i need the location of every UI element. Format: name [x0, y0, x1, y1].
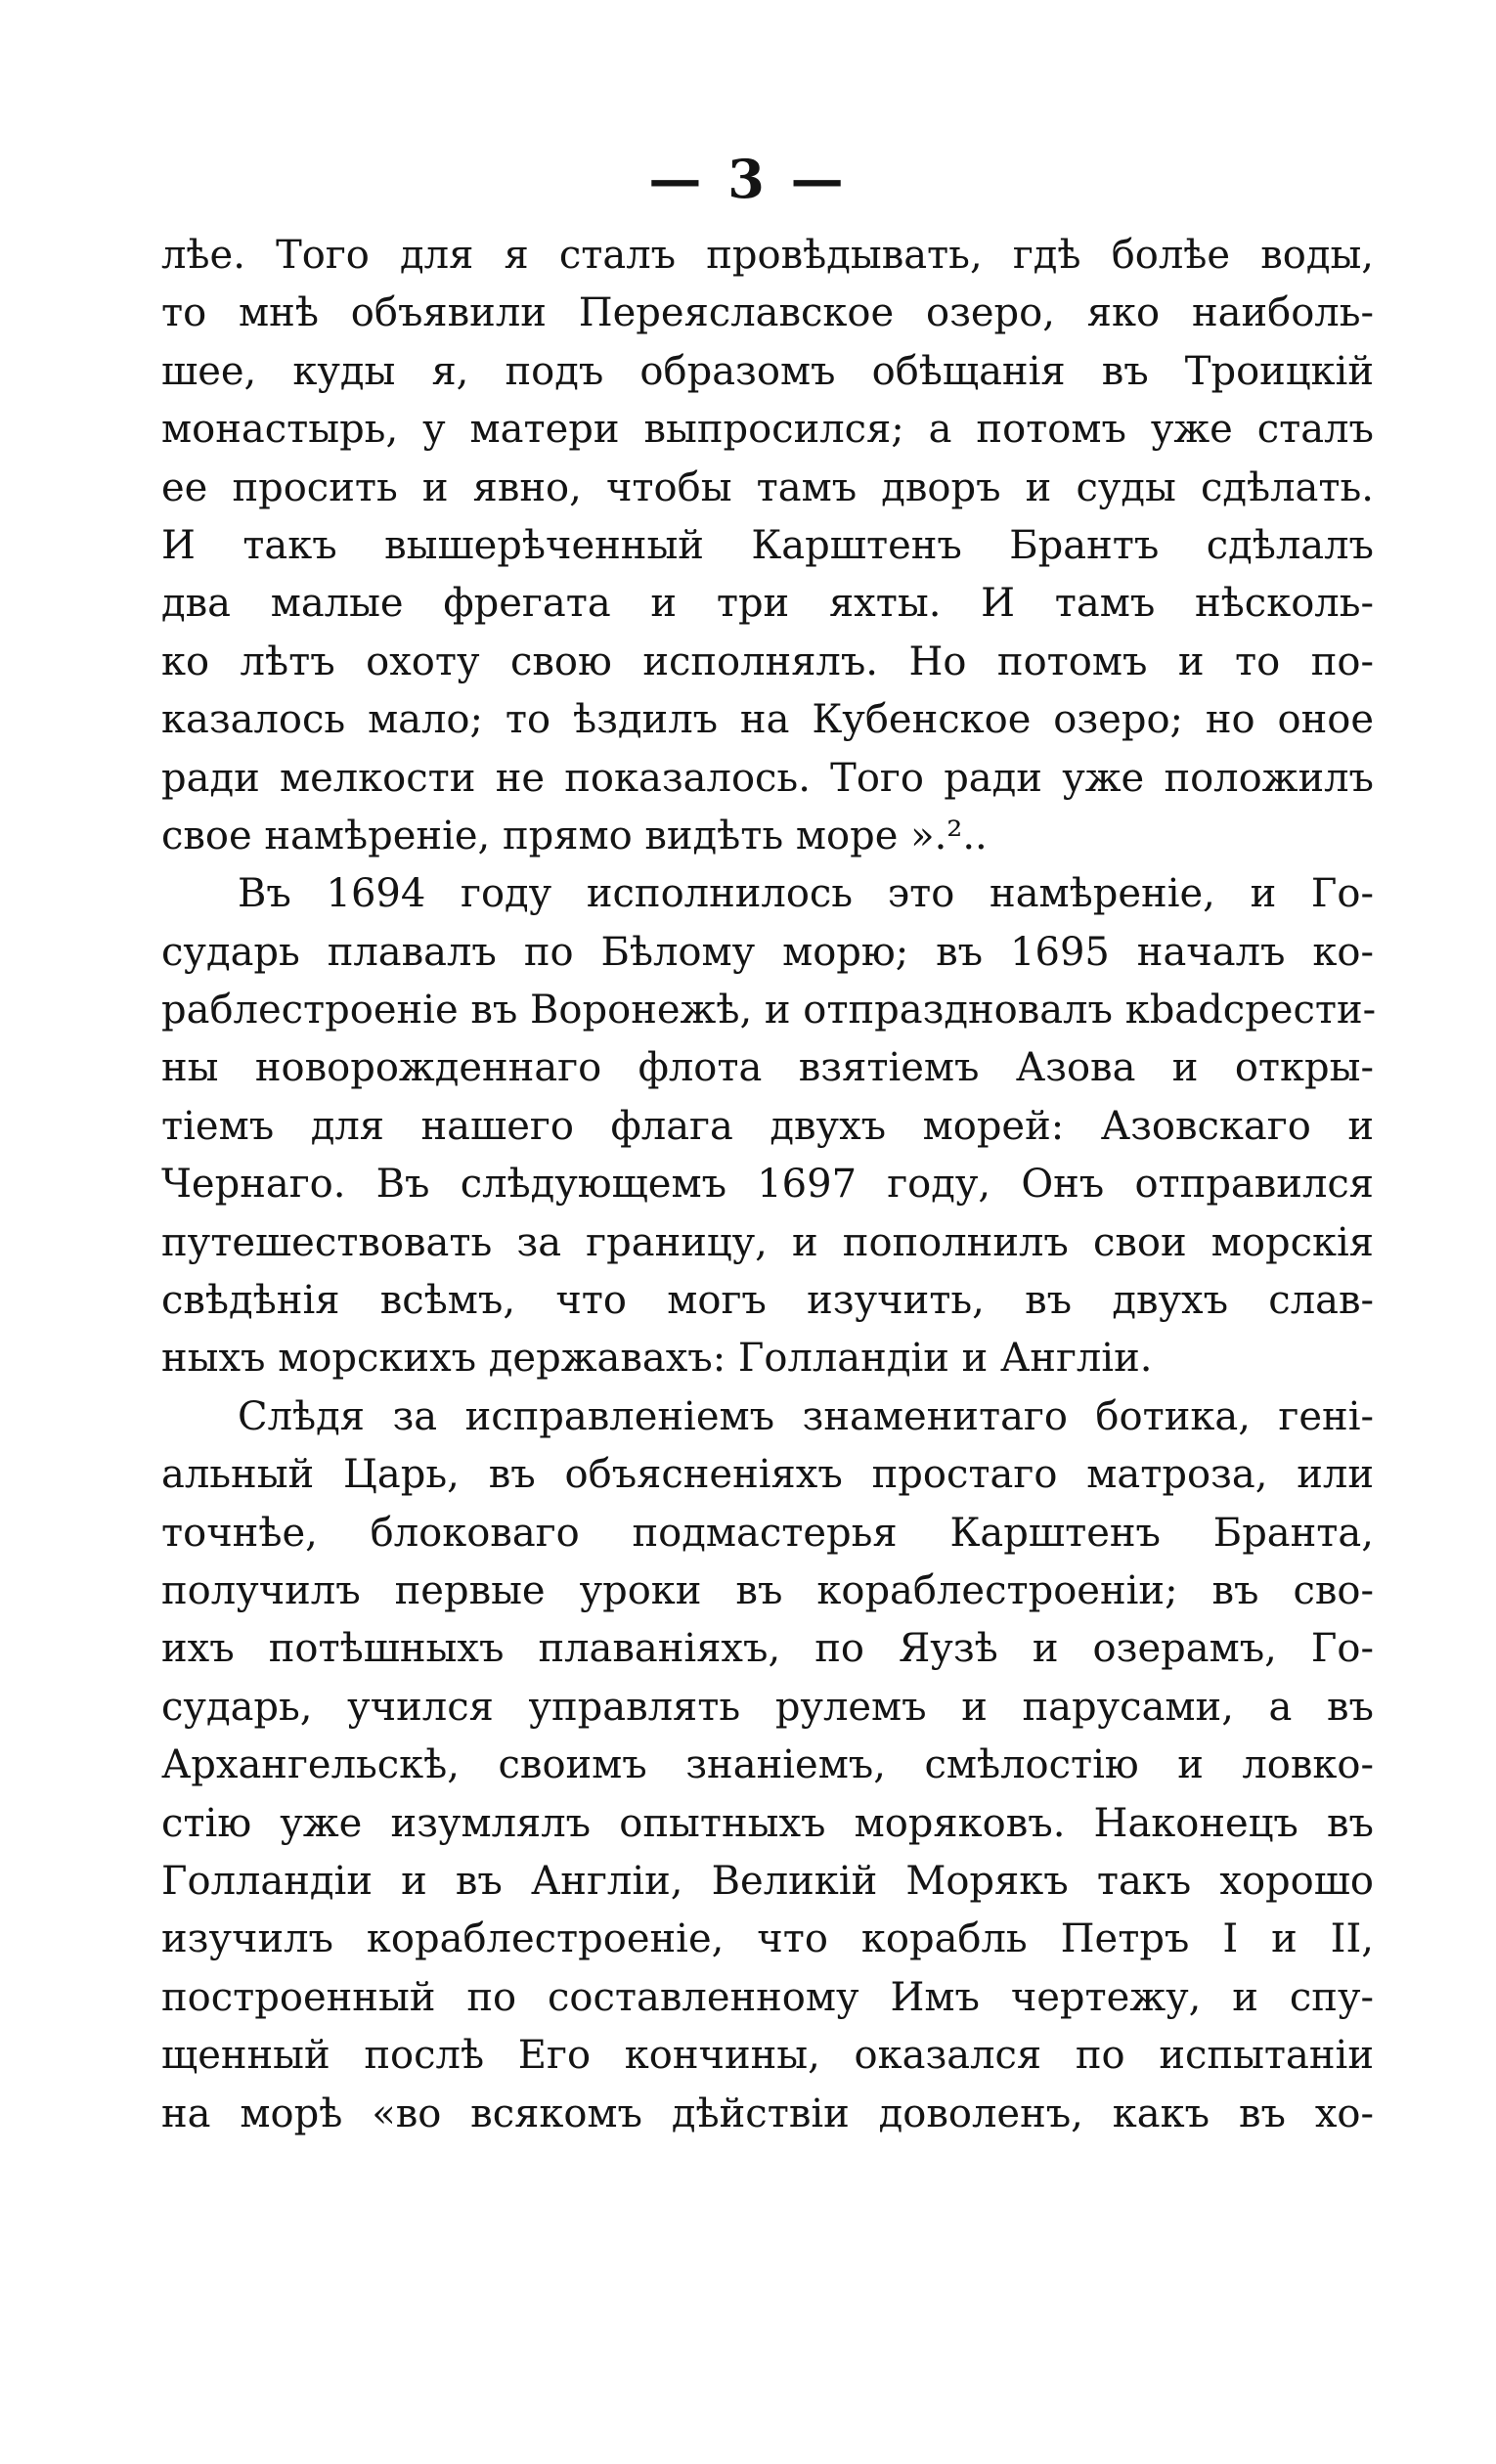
text-line: казалось мало; то ѣздилъ на Кубенское озеро; но оное [161, 697, 1374, 743]
text-line: стію уже изумлялъ опытныхъ моряковъ. Наконецъ въ [161, 1800, 1374, 1846]
text-line: Голландіи и въ Англіи, Великій Морякъ такъ хорошо [161, 1858, 1374, 1904]
text-line: шее, куды я, подъ образомъ обѣщанія въ Троицкій [161, 348, 1374, 394]
text-line: ко лѣтъ охоту свою исполнялъ. Но потомъ и то по- [161, 638, 1374, 684]
text-line: альный Царь, въ объясненіяхъ простаго матроза, или [161, 1452, 1374, 1498]
text-line: два малые фрегата и три яхты. И тамъ нѣсколь- [161, 581, 1374, 627]
text-line: И такъ вышерѣченный Карштенъ Брантъ сдѣлалъ [161, 522, 1374, 568]
text-line: изучилъ кораблестроеніе, что корабль Петръ I и II, [161, 1916, 1374, 1962]
text-line: точнѣе, блоковаго подмастерья Карштенъ Бранта, [161, 1510, 1374, 1556]
paragraph [161, 865, 1377, 1388]
body-text [161, 227, 1377, 2143]
text-line: лѣе. Того для я сталъ провѣдывать, гдѣ болѣе воды, [161, 233, 1374, 278]
text-line: получилъ первые уроки въ кораблестроеніи; въ сво- [161, 1567, 1374, 1613]
text-line: путешествовать за границу, и пополнилъ свои морскія [161, 1219, 1374, 1265]
text-line: раблестроеніе въ Воронежѣ, и отпраздновалъ кbadcрести- [161, 988, 1377, 1034]
text-line: Архангельскѣ, своимъ знаніемъ, смѣлостію и ловко- [161, 1742, 1374, 1788]
text-line: Чернаго. Въ слѣдующемъ 1697 году, Онъ отправился [161, 1162, 1374, 1208]
text-line: то мнѣ объявили Переяславское озеро, яко наиболь- [161, 290, 1374, 336]
paragraph [161, 227, 1374, 865]
text-line: Слѣдя за исправленіемъ знаменитаго ботика, гені- [238, 1393, 1374, 1439]
paragraph [161, 1388, 1374, 2143]
text-line: ихъ потѣшныхъ плаваніяхъ, по Яузѣ и озерамъ, Го- [161, 1626, 1374, 1672]
text-line: ее просить и явно, чтобы тамъ дворъ и суды сдѣлать. [161, 464, 1374, 510]
text-line: ради мелкости не показалось. Того ради уже положилъ [161, 755, 1374, 801]
text-line: тіемъ для нашего флага двухъ морей: Азовскаго и [161, 1103, 1374, 1149]
text-line: сударь, учился управлять рулемъ и парусами, а въ [161, 1684, 1374, 1730]
text-line: свое намѣреніе, прямо видѣть море ».².. [161, 813, 988, 858]
text-line: ныхъ морскихъ державахъ: Голландіи и Англіи. [161, 1336, 1153, 1382]
text-line: щенный послѣ Его кончины, оказался по испытаніи [161, 2033, 1374, 2079]
text-line: монастырь, у матери выпросился; а потомъ уже сталъ [161, 407, 1374, 453]
text-line: Въ 1694 году исполнилось это намѣреніе, и Го- [238, 871, 1374, 917]
page-number: — 3 — [648, 148, 848, 210]
text-line: построенный по составленному Имъ чертежу, и спу- [161, 1974, 1374, 2020]
text-line: сударь плавалъ по Бѣлому морю; въ 1695 началъ ко- [161, 929, 1374, 975]
text-line: на морѣ «во всякомъ дѣйствіи доволенъ, какъ въ хо- [161, 2090, 1374, 2136]
text-line: ны новорожденнаго флота взятіемъ Азова и откры- [161, 1045, 1374, 1091]
text-line: свѣдѣнія всѣмъ, что могъ изучить, въ двухъ слав- [161, 1278, 1374, 1324]
